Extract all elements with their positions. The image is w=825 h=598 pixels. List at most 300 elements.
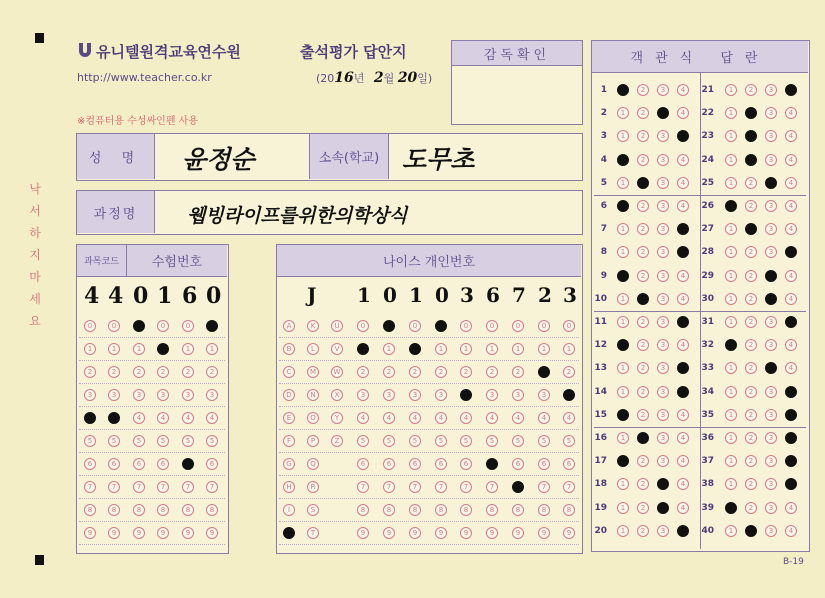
neis-digit-bubble[interactable]: 4 <box>435 412 447 424</box>
answer-bubble[interactable]: 3 <box>657 200 669 212</box>
exam-digit-bubble[interactable]: 2 <box>84 366 96 378</box>
answer-bubble[interactable]: 4 <box>677 154 689 166</box>
neis-digit-bubble[interactable]: 0 <box>460 320 472 332</box>
neis-digit-bubble[interactable]: 7 <box>409 481 421 493</box>
answer-bubble[interactable]: 2 <box>745 200 757 212</box>
answer-bubble[interactable]: 1 <box>725 154 737 166</box>
neis-digit-bubble[interactable]: 5 <box>357 435 369 447</box>
answer-bubble[interactable]: 3 <box>657 502 669 514</box>
neis-digit-bubble[interactable]: 8 <box>538 504 550 516</box>
exam-digit-bubble[interactable]: 7 <box>157 481 169 493</box>
neis-digit-bubble[interactable]: 1 <box>383 343 395 355</box>
neis-letter-bubble[interactable]: Y <box>331 412 343 424</box>
neis-digit-bubble[interactable]: 5 <box>460 435 472 447</box>
exam-digit-bubble[interactable]: 0 <box>133 320 145 332</box>
answer-bubble[interactable]: 2 <box>745 246 757 258</box>
answer-bubble[interactable]: 3 <box>657 362 669 374</box>
neis-digit-bubble[interactable]: 9 <box>357 527 369 539</box>
answer-bubble[interactable]: 4 <box>785 223 797 235</box>
neis-letter-bubble[interactable]: A <box>283 320 295 332</box>
answer-bubble[interactable]: 2 <box>637 246 649 258</box>
answer-bubble[interactable]: 3 <box>765 502 777 514</box>
answer-bubble[interactable]: 3 <box>765 293 777 305</box>
neis-digit-bubble[interactable]: 9 <box>460 527 472 539</box>
neis-digit-bubble[interactable]: 9 <box>383 527 395 539</box>
answer-bubble[interactable]: 3 <box>657 293 669 305</box>
neis-digit-bubble[interactable]: 4 <box>460 412 472 424</box>
answer-bubble[interactable]: 4 <box>677 84 689 96</box>
answer-bubble[interactable]: 2 <box>637 84 649 96</box>
neis-digit-bubble[interactable]: 4 <box>538 412 550 424</box>
answer-bubble[interactable]: 1 <box>617 84 629 96</box>
answer-bubble[interactable]: 4 <box>785 339 797 351</box>
exam-digit-bubble[interactable]: 1 <box>206 343 218 355</box>
answer-bubble[interactable]: 2 <box>745 478 757 490</box>
neis-digit-bubble[interactable]: 7 <box>383 481 395 493</box>
neis-letter-bubble[interactable]: C <box>283 366 295 378</box>
answer-bubble[interactable]: 1 <box>725 455 737 467</box>
exam-digit-bubble[interactable]: 6 <box>182 458 194 470</box>
neis-digit-bubble[interactable]: 6 <box>563 458 575 470</box>
answer-bubble[interactable]: 4 <box>785 270 797 282</box>
neis-digit-bubble[interactable]: 7 <box>563 481 575 493</box>
answer-bubble[interactable]: 4 <box>785 200 797 212</box>
answer-bubble[interactable]: 2 <box>745 386 757 398</box>
answer-bubble[interactable]: 4 <box>677 409 689 421</box>
answer-bubble[interactable]: 1 <box>725 293 737 305</box>
answer-bubble[interactable]: 4 <box>677 455 689 467</box>
exam-digit-bubble[interactable]: 5 <box>133 435 145 447</box>
answer-bubble[interactable]: 2 <box>745 316 757 328</box>
neis-digit-bubble[interactable]: 6 <box>435 458 447 470</box>
exam-digit-bubble[interactable]: 1 <box>108 343 120 355</box>
exam-digit-bubble[interactable]: 9 <box>84 527 96 539</box>
exam-digit-bubble[interactable]: 4 <box>108 412 120 424</box>
neis-digit-bubble[interactable]: 0 <box>383 320 395 332</box>
exam-digit-bubble[interactable]: 8 <box>133 504 145 516</box>
neis-digit-bubble[interactable]: 8 <box>409 504 421 516</box>
exam-digit-bubble[interactable]: 0 <box>206 320 218 332</box>
answer-bubble[interactable]: 1 <box>617 316 629 328</box>
neis-digit-bubble[interactable]: 9 <box>486 527 498 539</box>
neis-letter-bubble[interactable]: J <box>283 527 295 539</box>
neis-digit-bubble[interactable]: 0 <box>435 320 447 332</box>
answer-bubble[interactable]: 1 <box>725 386 737 398</box>
answer-bubble[interactable]: 1 <box>725 223 737 235</box>
exam-digit-bubble[interactable]: 7 <box>206 481 218 493</box>
neis-digit-bubble[interactable]: 2 <box>357 366 369 378</box>
answer-bubble[interactable]: 3 <box>765 84 777 96</box>
exam-digit-bubble[interactable]: 5 <box>84 435 96 447</box>
answer-bubble[interactable]: 1 <box>725 525 737 537</box>
answer-bubble[interactable]: 4 <box>785 455 797 467</box>
answer-bubble[interactable]: 1 <box>725 84 737 96</box>
neis-digit-bubble[interactable]: 1 <box>409 343 421 355</box>
answer-bubble[interactable]: 4 <box>785 246 797 258</box>
answer-bubble[interactable]: 3 <box>657 525 669 537</box>
exam-digit-bubble[interactable]: 8 <box>206 504 218 516</box>
neis-digit-bubble[interactable]: 3 <box>486 389 498 401</box>
answer-bubble[interactable]: 3 <box>765 246 777 258</box>
neis-letter-bubble[interactable]: E <box>283 412 295 424</box>
answer-bubble[interactable]: 4 <box>677 316 689 328</box>
answer-bubble[interactable]: 2 <box>637 223 649 235</box>
answer-bubble[interactable]: 3 <box>657 246 669 258</box>
neis-digit-bubble[interactable]: 6 <box>512 458 524 470</box>
answer-bubble[interactable]: 2 <box>637 455 649 467</box>
answer-bubble[interactable]: 1 <box>617 525 629 537</box>
neis-digit-bubble[interactable]: 1 <box>563 343 575 355</box>
neis-letter-bubble[interactable]: O <box>307 412 319 424</box>
answer-bubble[interactable]: 1 <box>617 339 629 351</box>
exam-digit-bubble[interactable]: 5 <box>206 435 218 447</box>
neis-digit-bubble[interactable]: 3 <box>512 389 524 401</box>
answer-bubble[interactable]: 3 <box>657 107 669 119</box>
neis-digit-bubble[interactable]: 0 <box>563 320 575 332</box>
answer-bubble[interactable]: 3 <box>657 409 669 421</box>
answer-bubble[interactable]: 1 <box>725 478 737 490</box>
neis-digit-bubble[interactable]: 2 <box>460 366 472 378</box>
neis-letter-bubble[interactable]: B <box>283 343 295 355</box>
neis-letter-bubble[interactable]: V <box>331 343 343 355</box>
neis-digit-bubble[interactable]: 3 <box>435 389 447 401</box>
answer-bubble[interactable]: 1 <box>617 502 629 514</box>
answer-bubble[interactable]: 1 <box>725 130 737 142</box>
answer-bubble[interactable]: 2 <box>637 478 649 490</box>
neis-digit-bubble[interactable]: 8 <box>486 504 498 516</box>
answer-bubble[interactable]: 2 <box>745 154 757 166</box>
answer-bubble[interactable]: 4 <box>785 502 797 514</box>
answer-bubble[interactable]: 3 <box>765 270 777 282</box>
exam-digit-bubble[interactable]: 9 <box>133 527 145 539</box>
neis-letter-bubble[interactable]: W <box>331 366 343 378</box>
answer-bubble[interactable]: 2 <box>745 293 757 305</box>
exam-digit-bubble[interactable]: 6 <box>157 458 169 470</box>
exam-digit-bubble[interactable]: 2 <box>108 366 120 378</box>
answer-bubble[interactable]: 4 <box>677 270 689 282</box>
answer-bubble[interactable]: 4 <box>677 177 689 189</box>
answer-bubble[interactable]: 2 <box>745 455 757 467</box>
answer-bubble[interactable]: 2 <box>637 200 649 212</box>
neis-digit-bubble[interactable]: 5 <box>512 435 524 447</box>
answer-bubble[interactable]: 2 <box>745 130 757 142</box>
neis-letter-bubble[interactable]: K <box>307 320 319 332</box>
answer-bubble[interactable]: 1 <box>725 316 737 328</box>
neis-letter-bubble[interactable]: R <box>307 481 319 493</box>
answer-bubble[interactable]: 4 <box>785 316 797 328</box>
answer-bubble[interactable]: 4 <box>677 478 689 490</box>
answer-bubble[interactable]: 3 <box>765 339 777 351</box>
exam-digit-bubble[interactable]: 9 <box>206 527 218 539</box>
answer-bubble[interactable]: 1 <box>617 409 629 421</box>
neis-digit-bubble[interactable]: 2 <box>563 366 575 378</box>
answer-bubble[interactable]: 1 <box>725 200 737 212</box>
answer-bubble[interactable]: 4 <box>677 246 689 258</box>
answer-bubble[interactable]: 4 <box>785 386 797 398</box>
neis-digit-bubble[interactable]: 7 <box>435 481 447 493</box>
neis-digit-bubble[interactable]: 4 <box>563 412 575 424</box>
neis-digit-bubble[interactable]: 7 <box>460 481 472 493</box>
neis-digit-bubble[interactable]: 7 <box>538 481 550 493</box>
neis-letter-bubble[interactable]: P <box>307 435 319 447</box>
neis-digit-bubble[interactable]: 6 <box>486 458 498 470</box>
answer-bubble[interactable]: 3 <box>657 455 669 467</box>
exam-digit-bubble[interactable]: 9 <box>182 527 194 539</box>
answer-bubble[interactable]: 1 <box>617 154 629 166</box>
answer-bubble[interactable]: 2 <box>637 130 649 142</box>
neis-digit-bubble[interactable]: 1 <box>357 343 369 355</box>
answer-bubble[interactable]: 2 <box>637 270 649 282</box>
exam-digit-bubble[interactable]: 3 <box>133 389 145 401</box>
answer-bubble[interactable]: 1 <box>725 246 737 258</box>
answer-bubble[interactable]: 2 <box>745 339 757 351</box>
answer-bubble[interactable]: 1 <box>617 386 629 398</box>
neis-digit-bubble[interactable]: 5 <box>563 435 575 447</box>
neis-digit-bubble[interactable]: 2 <box>383 366 395 378</box>
neis-letter-bubble[interactable]: G <box>283 458 295 470</box>
answer-bubble[interactable]: 2 <box>745 525 757 537</box>
neis-digit-bubble[interactable]: 9 <box>512 527 524 539</box>
neis-digit-bubble[interactable]: 9 <box>563 527 575 539</box>
neis-digit-bubble[interactable]: 1 <box>512 343 524 355</box>
neis-digit-bubble[interactable]: 0 <box>409 320 421 332</box>
neis-letter-bubble[interactable]: L <box>307 343 319 355</box>
exam-digit-bubble[interactable]: 1 <box>157 343 169 355</box>
answer-bubble[interactable]: 2 <box>637 432 649 444</box>
answer-bubble[interactable]: 3 <box>657 177 669 189</box>
answer-bubble[interactable]: 2 <box>745 502 757 514</box>
neis-digit-bubble[interactable]: 0 <box>357 320 369 332</box>
exam-digit-bubble[interactable]: 0 <box>157 320 169 332</box>
exam-digit-bubble[interactable]: 9 <box>157 527 169 539</box>
answer-bubble[interactable]: 1 <box>617 246 629 258</box>
answer-bubble[interactable]: 3 <box>765 223 777 235</box>
answer-bubble[interactable]: 2 <box>637 502 649 514</box>
exam-digit-bubble[interactable]: 3 <box>157 389 169 401</box>
answer-bubble[interactable]: 3 <box>765 409 777 421</box>
neis-digit-bubble[interactable]: 3 <box>563 389 575 401</box>
exam-digit-bubble[interactable]: 9 <box>108 527 120 539</box>
neis-digit-bubble[interactable]: 3 <box>460 389 472 401</box>
neis-digit-bubble[interactable]: 6 <box>383 458 395 470</box>
neis-letter-bubble[interactable]: M <box>307 366 319 378</box>
answer-bubble[interactable]: 3 <box>765 154 777 166</box>
neis-letter-bubble[interactable]: S <box>307 504 319 516</box>
answer-bubble[interactable]: 2 <box>637 154 649 166</box>
exam-digit-bubble[interactable]: 5 <box>108 435 120 447</box>
neis-digit-bubble[interactable]: 1 <box>486 343 498 355</box>
neis-letter-bubble[interactable]: N <box>307 389 319 401</box>
neis-digit-bubble[interactable]: 9 <box>538 527 550 539</box>
neis-digit-bubble[interactable]: 8 <box>563 504 575 516</box>
exam-digit-bubble[interactable]: 3 <box>84 389 96 401</box>
answer-bubble[interactable]: 1 <box>617 200 629 212</box>
answer-bubble[interactable]: 1 <box>617 362 629 374</box>
neis-digit-bubble[interactable]: 8 <box>460 504 472 516</box>
answer-bubble[interactable]: 4 <box>785 293 797 305</box>
answer-bubble[interactable]: 4 <box>677 362 689 374</box>
exam-digit-bubble[interactable]: 6 <box>84 458 96 470</box>
exam-digit-bubble[interactable]: 6 <box>108 458 120 470</box>
neis-digit-bubble[interactable]: 3 <box>409 389 421 401</box>
exam-digit-bubble[interactable]: 6 <box>133 458 145 470</box>
answer-bubble[interactable]: 1 <box>617 107 629 119</box>
exam-digit-bubble[interactable]: 7 <box>182 481 194 493</box>
neis-digit-bubble[interactable]: 7 <box>357 481 369 493</box>
answer-bubble[interactable]: 4 <box>677 339 689 351</box>
neis-digit-bubble[interactable]: 9 <box>409 527 421 539</box>
neis-digit-bubble[interactable]: 4 <box>409 412 421 424</box>
neis-digit-bubble[interactable]: 7 <box>486 481 498 493</box>
neis-digit-bubble[interactable]: 2 <box>409 366 421 378</box>
answer-bubble[interactable]: 4 <box>785 478 797 490</box>
answer-bubble[interactable]: 4 <box>677 386 689 398</box>
answer-bubble[interactable]: 3 <box>657 386 669 398</box>
neis-digit-bubble[interactable]: 3 <box>357 389 369 401</box>
answer-bubble[interactable]: 3 <box>657 154 669 166</box>
answer-bubble[interactable]: 3 <box>765 478 777 490</box>
exam-digit-bubble[interactable]: 8 <box>157 504 169 516</box>
neis-digit-bubble[interactable]: 0 <box>538 320 550 332</box>
answer-bubble[interactable]: 2 <box>745 84 757 96</box>
exam-digit-bubble[interactable]: 3 <box>108 389 120 401</box>
answer-bubble[interactable]: 3 <box>657 316 669 328</box>
neis-digit-bubble[interactable]: 8 <box>357 504 369 516</box>
answer-bubble[interactable]: 3 <box>765 316 777 328</box>
neis-digit-bubble[interactable]: 4 <box>486 412 498 424</box>
exam-digit-bubble[interactable]: 2 <box>157 366 169 378</box>
exam-digit-bubble[interactable]: 4 <box>157 412 169 424</box>
answer-bubble[interactable]: 2 <box>637 177 649 189</box>
exam-digit-bubble[interactable]: 7 <box>133 481 145 493</box>
neis-letter-bubble[interactable]: Z <box>331 435 343 447</box>
exam-digit-bubble[interactable]: 0 <box>182 320 194 332</box>
neis-letter-bubble[interactable]: D <box>283 389 295 401</box>
answer-bubble[interactable]: 2 <box>745 177 757 189</box>
exam-digit-bubble[interactable]: 3 <box>182 389 194 401</box>
exam-digit-bubble[interactable]: 4 <box>182 412 194 424</box>
answer-bubble[interactable]: 3 <box>765 107 777 119</box>
neis-digit-bubble[interactable]: 6 <box>538 458 550 470</box>
answer-bubble[interactable]: 2 <box>637 339 649 351</box>
answer-bubble[interactable]: 1 <box>617 223 629 235</box>
neis-digit-bubble[interactable]: 6 <box>409 458 421 470</box>
exam-digit-bubble[interactable]: 4 <box>133 412 145 424</box>
answer-bubble[interactable]: 2 <box>745 432 757 444</box>
answer-bubble[interactable]: 4 <box>677 525 689 537</box>
neis-digit-bubble[interactable]: 8 <box>383 504 395 516</box>
answer-bubble[interactable]: 1 <box>617 478 629 490</box>
exam-digit-bubble[interactable]: 2 <box>206 366 218 378</box>
neis-digit-bubble[interactable]: 2 <box>538 366 550 378</box>
answer-bubble[interactable]: 1 <box>617 293 629 305</box>
neis-letter-bubble[interactable]: U <box>331 320 343 332</box>
answer-bubble[interactable]: 2 <box>637 316 649 328</box>
answer-bubble[interactable]: 4 <box>677 223 689 235</box>
answer-bubble[interactable]: 2 <box>637 107 649 119</box>
neis-digit-bubble[interactable]: 5 <box>383 435 395 447</box>
answer-bubble[interactable]: 3 <box>657 84 669 96</box>
neis-digit-bubble[interactable]: 5 <box>435 435 447 447</box>
answer-bubble[interactable]: 4 <box>785 409 797 421</box>
answer-bubble[interactable]: 3 <box>657 339 669 351</box>
answer-bubble[interactable]: 1 <box>725 409 737 421</box>
answer-bubble[interactable]: 4 <box>677 107 689 119</box>
answer-bubble[interactable]: 4 <box>677 293 689 305</box>
answer-bubble[interactable]: 2 <box>637 362 649 374</box>
answer-bubble[interactable]: 2 <box>745 270 757 282</box>
answer-bubble[interactable]: 3 <box>765 432 777 444</box>
answer-bubble[interactable]: 4 <box>785 362 797 374</box>
answer-bubble[interactable]: 2 <box>745 362 757 374</box>
neis-letter-bubble[interactable]: T <box>307 527 319 539</box>
neis-letter-bubble[interactable]: X <box>331 389 343 401</box>
neis-digit-bubble[interactable]: 0 <box>512 320 524 332</box>
answer-bubble[interactable]: 4 <box>785 525 797 537</box>
exam-digit-bubble[interactable]: 1 <box>182 343 194 355</box>
answer-bubble[interactable]: 3 <box>657 130 669 142</box>
neis-digit-bubble[interactable]: 6 <box>460 458 472 470</box>
neis-digit-bubble[interactable]: 8 <box>435 504 447 516</box>
answer-bubble[interactable]: 1 <box>617 130 629 142</box>
neis-digit-bubble[interactable]: 5 <box>538 435 550 447</box>
answer-bubble[interactable]: 2 <box>637 293 649 305</box>
neis-digit-bubble[interactable]: 3 <box>383 389 395 401</box>
answer-bubble[interactable]: 4 <box>785 154 797 166</box>
neis-digit-bubble[interactable]: 2 <box>435 366 447 378</box>
answer-bubble[interactable]: 1 <box>725 502 737 514</box>
exam-digit-bubble[interactable]: 4 <box>84 412 96 424</box>
answer-bubble[interactable]: 3 <box>657 270 669 282</box>
answer-bubble[interactable]: 3 <box>765 525 777 537</box>
answer-bubble[interactable]: 3 <box>765 386 777 398</box>
answer-bubble[interactable]: 3 <box>765 455 777 467</box>
neis-digit-bubble[interactable]: 5 <box>409 435 421 447</box>
neis-digit-bubble[interactable]: 1 <box>538 343 550 355</box>
neis-digit-bubble[interactable]: 4 <box>383 412 395 424</box>
exam-digit-bubble[interactable]: 7 <box>84 481 96 493</box>
answer-bubble[interactable]: 4 <box>677 130 689 142</box>
neis-digit-bubble[interactable]: 2 <box>512 366 524 378</box>
neis-letter-bubble[interactable]: I <box>283 504 295 516</box>
exam-digit-bubble[interactable]: 5 <box>182 435 194 447</box>
answer-bubble[interactable]: 3 <box>765 362 777 374</box>
answer-bubble[interactable]: 4 <box>785 177 797 189</box>
neis-letter-bubble[interactable]: Q <box>307 458 319 470</box>
exam-digit-bubble[interactable]: 1 <box>84 343 96 355</box>
neis-digit-bubble[interactable]: 6 <box>357 458 369 470</box>
answer-bubble[interactable]: 1 <box>725 362 737 374</box>
answer-bubble[interactable]: 1 <box>725 270 737 282</box>
answer-bubble[interactable]: 4 <box>677 432 689 444</box>
exam-digit-bubble[interactable]: 7 <box>108 481 120 493</box>
neis-digit-bubble[interactable]: 3 <box>538 389 550 401</box>
answer-bubble[interactable]: 3 <box>765 200 777 212</box>
neis-digit-bubble[interactable]: 7 <box>512 481 524 493</box>
exam-digit-bubble[interactable]: 4 <box>206 412 218 424</box>
neis-letter-bubble[interactable]: H <box>283 481 295 493</box>
exam-digit-bubble[interactable]: 8 <box>84 504 96 516</box>
neis-digit-bubble[interactable]: 8 <box>512 504 524 516</box>
neis-digit-bubble[interactable]: 0 <box>486 320 498 332</box>
exam-digit-bubble[interactable]: 8 <box>182 504 194 516</box>
answer-bubble[interactable]: 2 <box>745 223 757 235</box>
answer-bubble[interactable]: 4 <box>785 432 797 444</box>
exam-digit-bubble[interactable]: 0 <box>108 320 120 332</box>
neis-digit-bubble[interactable]: 9 <box>435 527 447 539</box>
exam-digit-bubble[interactable]: 8 <box>108 504 120 516</box>
answer-bubble[interactable]: 2 <box>637 409 649 421</box>
